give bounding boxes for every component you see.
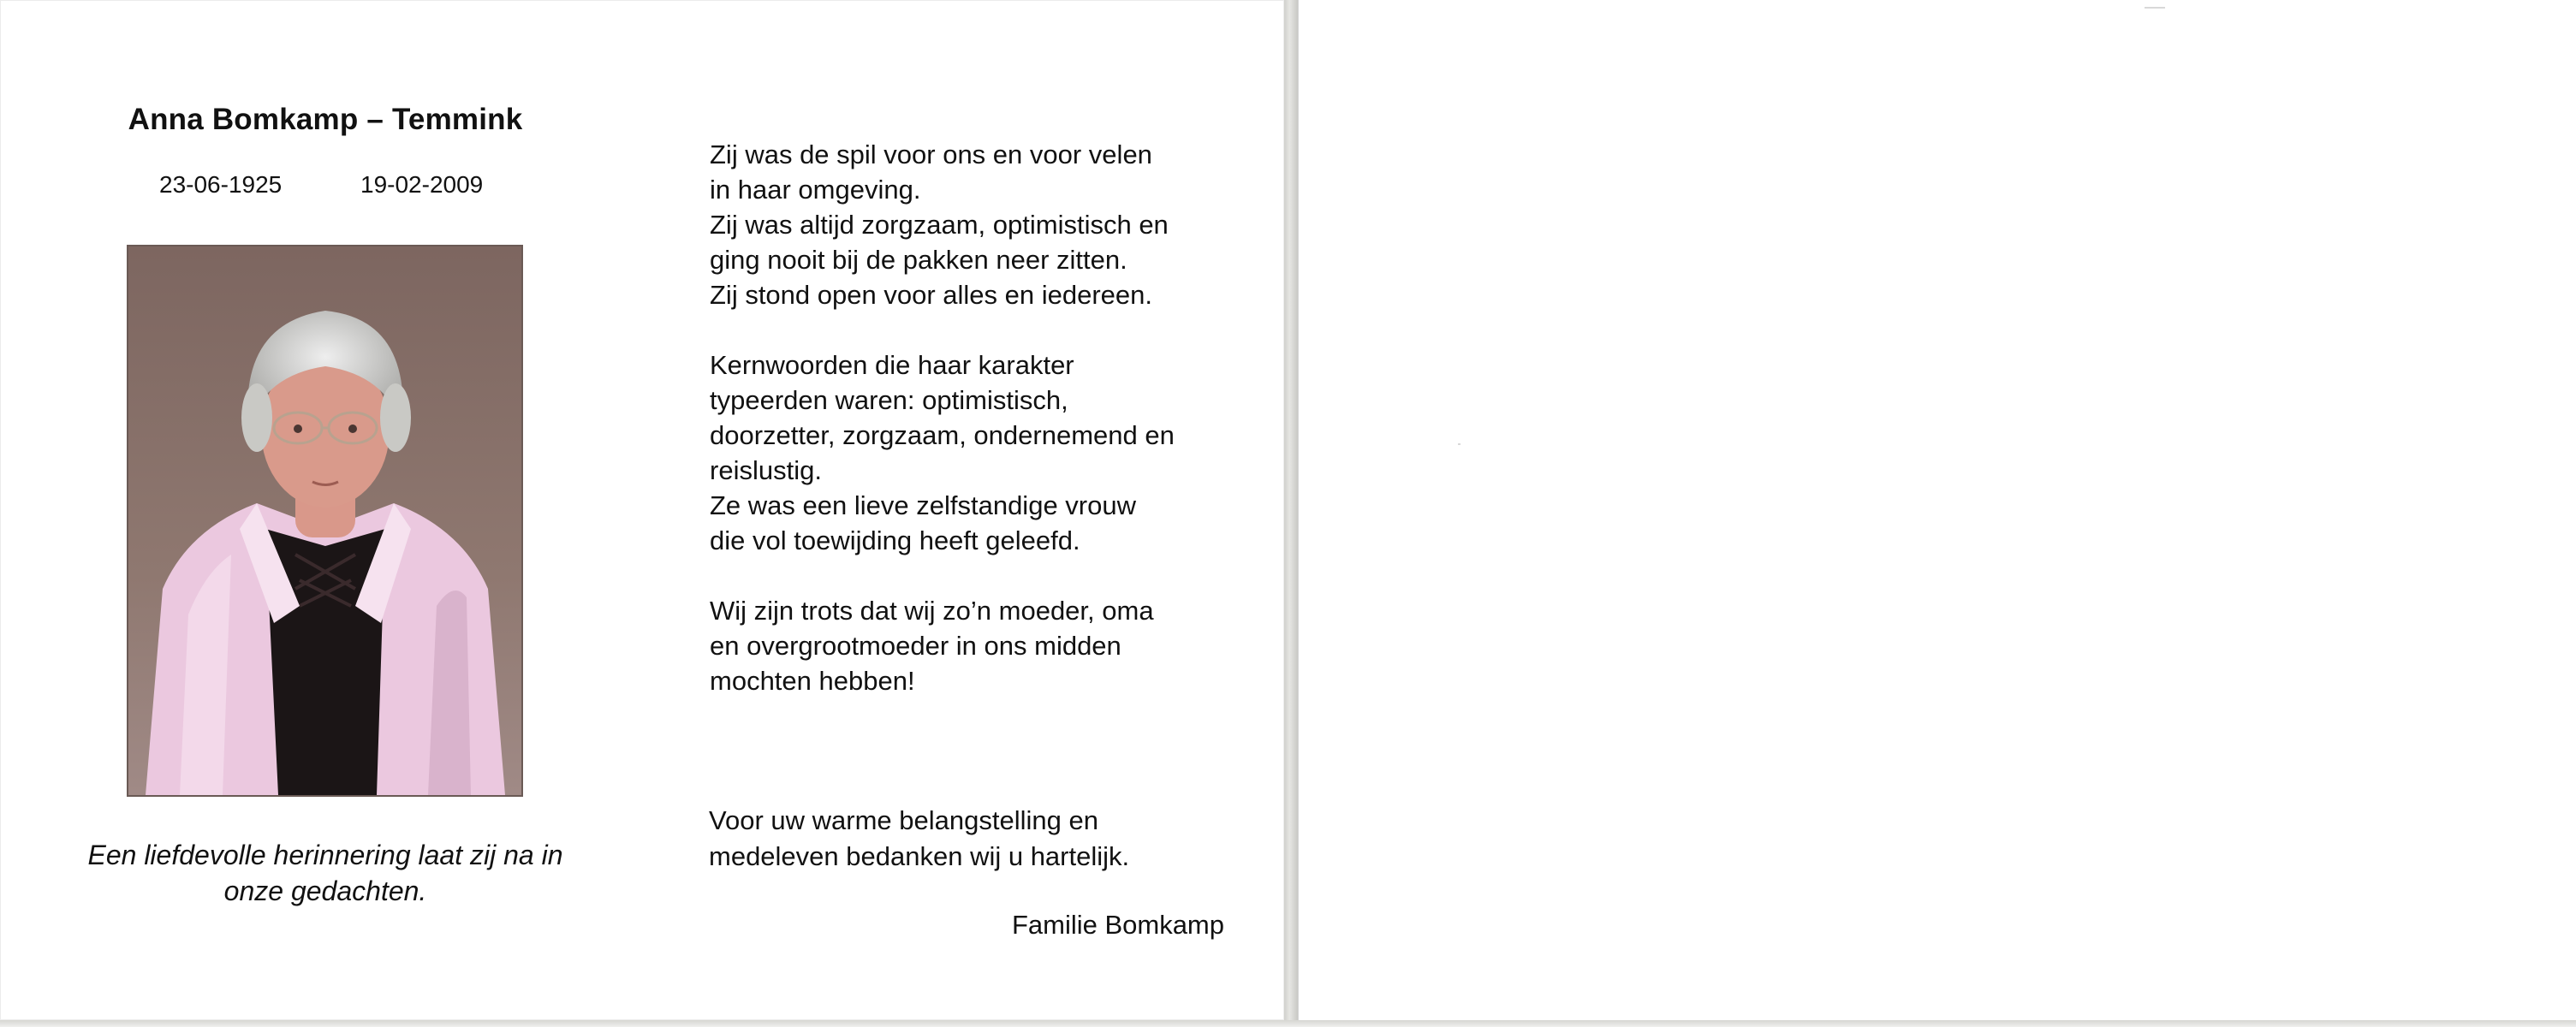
paper-speck [1458, 443, 1461, 445]
memory-caption [51, 837, 599, 909]
deceased-name: Anna Bomkamp – Temmink [128, 103, 523, 136]
verse-line: mochten hebben! [710, 666, 915, 696]
paper-speck [2145, 7, 2165, 9]
verse-line: doorzetter, zorgzaam, ondernemend en [710, 420, 1175, 450]
verse-line: Wij zijn trots dat wij zo’n moeder, oma [710, 596, 1154, 626]
thanks-line: Voor uw warme belangstelling en [709, 805, 1098, 835]
stanza-2 [710, 347, 1258, 558]
memory-line-2: onze gedachten. [223, 876, 427, 906]
stanza-3 [710, 593, 1258, 698]
card-fold [1284, 0, 1298, 1027]
verse-line: in haar omgeving. [710, 175, 921, 205]
verse-line: Zij stond open voor alles en iedereen. [710, 280, 1152, 310]
thanks-line: medeleven bedanken wij u hartelijk. [709, 841, 1130, 871]
verse-line: Kernwoorden die haar karakter [710, 350, 1074, 380]
verse-line: Ze was een lieve zelfstandige vrouw [710, 490, 1136, 520]
family-signature: Familie Bomkamp [1011, 910, 1224, 940]
verse-line: reislustig. [710, 455, 822, 485]
verse-line: Zij was de spil voor ons en voor velen [710, 140, 1152, 169]
thanks-text [709, 803, 1257, 875]
card-right-panel [1298, 0, 2576, 1020]
verse-text [710, 137, 1258, 733]
stanza-1 [710, 137, 1258, 312]
card-left-panel [0, 0, 1284, 1020]
memory-line-1: Een liefdevolle herinnering laat zij na in [87, 840, 563, 870]
verse-line: die vol toewijding heeft geleefd. [710, 525, 1080, 555]
verse-line: en overgrootmoeder in ons midden [710, 631, 1121, 661]
verse-line: typeerden waren: optimistisch, [710, 385, 1068, 415]
card-bottom-edge [0, 1020, 2576, 1027]
date-of-birth: 23-06-1925 [159, 171, 283, 198]
verse-line: ging nooit bij de pakken neer zitten. [710, 245, 1127, 275]
verse-line: Zij was altijd zorgzaam, optimistisch en [710, 210, 1169, 240]
portrait-photo [127, 245, 523, 797]
date-of-death: 19-02-2009 [360, 171, 484, 198]
